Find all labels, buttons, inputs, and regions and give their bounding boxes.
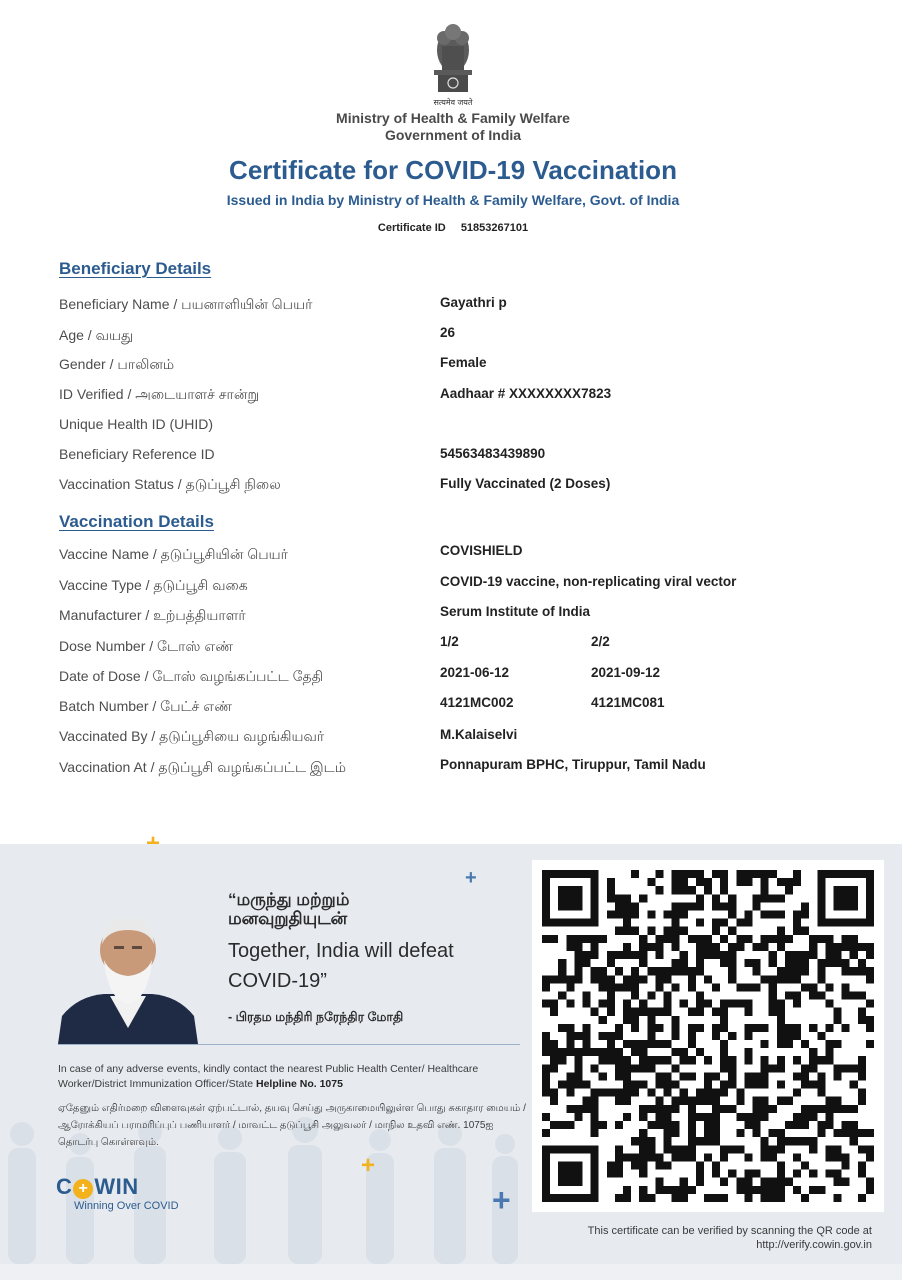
helpline-number: Helpline No. 1075 [256,1078,343,1090]
cowin-logo [56,1174,139,1200]
vaccinated-by-value: M.Kalaiselvi [440,727,518,742]
vaccination-status-label: Vaccination Status / தடுப்பூசி நிலை [59,476,281,492]
beneficiary-reference-id-value: 54563483439890 [440,446,546,461]
qr-code [532,860,884,1212]
vaccination-at-value: Ponnapuram BPHC, Tiruppur, Tamil Nadu [440,757,706,772]
prime-minister-portrait [58,904,198,1044]
vaccination-at-label: Vaccination At / தடுப்பூசி வழங்கப்பட்ட இடம் [59,759,346,775]
emblem-motto: सत्यमेव जयते [433,98,473,107]
beneficiary-reference-id-label: Beneficiary Reference ID [59,446,215,462]
batch-number-value-1: 4121MC002 [440,695,514,710]
footer-divider [58,1044,520,1045]
cowin-logo-c: C [56,1174,73,1199]
quote-english: Together, India will defeat COVID-19” [228,940,454,992]
vaccine-type-label: Vaccine Type / தடுப்பூசி வகை [59,577,248,593]
beneficiary-name-label: Beneficiary Name / பயனாளியின் பெயர் [59,296,313,312]
vaccination-status-value: Fully Vaccinated (2 Doses) [440,476,611,491]
adverse-events-note-tamil: ஏதேனும் எதிர்மறை விளைவுகள் ஏற்பட்டால், தயவு செய்து அருகாமையிலுள்ள பொது சுகாதார மையம் / ஆரோக்கியப் பராமரிப்புப் பணியாளர் / மாவட்ட தடுப்பூசி அலுவலர் / மாநில உதவி எண். 1075ஐ தொடர்பு கொள்ளவும். [58,1103,526,1148]
certificate-subtitle: Issued in India by Ministry of Health & Family Welfare, Govt. of India [226,192,680,208]
beneficiary-name-value: Gayathri p [440,295,507,310]
beneficiary-details-heading: Beneficiary Details [59,259,212,278]
quote-tamil: “மருந்து மற்றும் மனவுறுதியுடன் [228,890,350,928]
vaccination-details-heading: Vaccination Details [59,512,214,531]
dose-number-value-2: 2/2 [591,634,610,649]
batch-number-value-2: 4121MC081 [591,695,665,710]
date-of-dose-value-1: 2021-06-12 [440,665,510,680]
vaccinated-by-label: Vaccinated By / தடுப்பூசியை வழங்கியவர் [59,728,325,744]
batch-number-label: Batch Number / பேட்ச் எண் [59,698,233,714]
vaccine-name-label: Vaccine Name / தடுப்பூசியின் பெயர் [59,546,288,562]
date-of-dose-label: Date of Dose / டோஸ் வழங்கப்பட்ட தேதி [59,668,324,684]
government-name: Government of India [384,127,522,143]
certificate-id-line [0,222,902,234]
decorative-plus-icon: + [361,1152,376,1179]
manufacturer-label: Manufacturer / உற்பத்தியாளர் [59,607,246,623]
cowin-logo-plus-icon: + [73,1179,93,1199]
cowin-logo-rest: WIN [94,1174,139,1199]
certificate-id-label: Certificate ID [377,222,446,234]
dose-number-label: Dose Number / டோஸ் எண் [59,638,234,654]
adverse-events-note-english [58,1062,528,1092]
manufacturer-value: Serum Institute of India [440,604,591,619]
age-value: 26 [440,325,456,340]
id-verified-label: ID Verified / அடையாளச் சான்று [59,386,260,402]
uhid-label: Unique Health ID (UHID) [59,416,214,432]
ministry-name: Ministry of Health & Family Welfare [336,110,570,126]
dose-number-value-1: 1/2 [440,634,459,649]
gender-value: Female [440,355,487,370]
gender-label: Gender / பாலினம் [59,356,175,372]
decorative-plus-icon: + [492,1182,511,1218]
certificate-footer [0,844,902,1264]
vaccine-type-value: COVID-19 vaccine, non-replicating viral vector [440,574,737,589]
certificate-id-value: 51853267101 [460,222,529,234]
footer-bottom-band [0,1264,902,1280]
age-label: Age / வயது [59,327,134,343]
quote-attribution: - பிரதம மந்திரி நரேந்திர மோதி [228,1010,404,1024]
verify-note: This certificate can be verified by scanning the QR code at http://verify.cowin.gov.in [587,1225,872,1251]
qr-code-icon [542,870,874,1202]
national-emblem [424,16,482,108]
id-verified-value: Aadhaar # XXXXXXXX7823 [440,386,612,401]
adverse-events-text: In case of any adverse events, kindly contact the nearest Public Health Center/ Healthcare Worker/District Immunization Officer/State [58,1063,479,1090]
certificate-title: Certificate for COVID-19 Vaccination [229,155,677,185]
vaccine-name-value: COVISHIELD [440,543,523,558]
cowin-tagline: Winning Over COVID [74,1200,179,1212]
ashoka-lion-icon [424,16,482,108]
decorative-plus-icon: + [465,867,477,889]
date-of-dose-value-2: 2021-09-12 [591,665,661,680]
